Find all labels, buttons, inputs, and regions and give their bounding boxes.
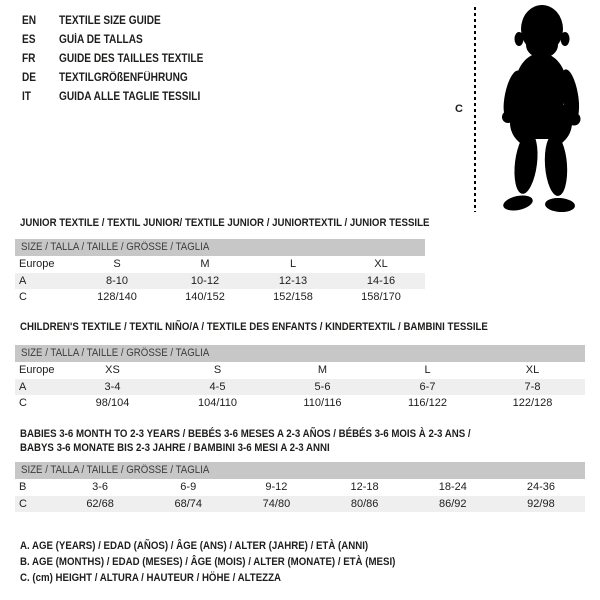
lang-row-it bbox=[22, 88, 223, 107]
row-label: B bbox=[19, 481, 27, 493]
lang-row-de bbox=[22, 69, 223, 88]
cell: 12-13 bbox=[278, 274, 308, 287]
row-label: C bbox=[19, 291, 27, 303]
table-title-line1: BABIES 3-6 MONTH TO 2-3 YEARS / BEBÉS 3-6 MESES A 2-3 AÑOS / BÉBÉS 3-6 MOIS À 2-3 ANS / bbox=[20, 428, 471, 440]
baby-silhouette-icon bbox=[487, 3, 593, 215]
table-row bbox=[15, 273, 425, 290]
table-row bbox=[15, 289, 425, 306]
guide-title: GUIDE DES TAILLES TEXTILE bbox=[59, 53, 204, 65]
footnote-b: B. AGE (MONTHS) / EDAD (MESES) / ÂGE (MOIS) / ALTER (MONATE) / ETÀ (MESI) bbox=[20, 556, 396, 568]
row-label: A bbox=[19, 380, 27, 393]
cell: 8-10 bbox=[105, 274, 129, 287]
cell: 116/122 bbox=[408, 397, 447, 409]
cell: 9-12 bbox=[265, 481, 288, 493]
cell: XL bbox=[525, 364, 540, 376]
lang-code: IT bbox=[22, 91, 32, 103]
cell: S bbox=[213, 364, 222, 376]
table-row bbox=[15, 362, 585, 379]
size-header-bar bbox=[15, 239, 425, 256]
size-table-children bbox=[15, 321, 585, 412]
row-label: C bbox=[19, 397, 27, 409]
cell: 12-18 bbox=[350, 481, 379, 493]
size-header-label: SIZE / TALLA / TAILLE / GRÖSSE / TAGLIA bbox=[21, 464, 210, 476]
cell: 158/170 bbox=[361, 291, 401, 303]
cell: 80/86 bbox=[350, 497, 379, 510]
lang-code: DE bbox=[22, 72, 37, 84]
size-header-label: SIZE / TALLA / TAILLE / GRÖSSE / TAGLIA bbox=[21, 347, 210, 359]
lang-code: EN bbox=[22, 15, 37, 27]
lang-code: FR bbox=[22, 53, 36, 65]
cell: 3-4 bbox=[104, 380, 121, 393]
cell: 4-5 bbox=[209, 380, 226, 393]
cell: 10-12 bbox=[190, 274, 220, 287]
cell: 24-36 bbox=[526, 481, 556, 493]
language-title-list bbox=[22, 12, 223, 107]
cell: 140/152 bbox=[185, 291, 225, 303]
cell: S bbox=[113, 258, 121, 270]
guide-title: GUÍA DE TALLAS bbox=[59, 34, 143, 46]
lang-row-fr bbox=[22, 50, 223, 69]
footnotes bbox=[20, 538, 447, 586]
cell: 62/68 bbox=[86, 497, 114, 510]
cell: 104/110 bbox=[198, 397, 237, 409]
cell: 86/92 bbox=[439, 497, 467, 510]
table-row bbox=[15, 395, 585, 412]
cell: 74/80 bbox=[262, 497, 291, 510]
cell: L bbox=[289, 258, 297, 270]
table-title: JUNIOR TEXTILE / TEXTIL JUNIOR/ TEXTILE JUNIOR / JUNIORTEXTIL / JUNIOR TESSILE bbox=[20, 217, 430, 229]
size-table-babies bbox=[15, 427, 585, 512]
cell: 6-7 bbox=[419, 380, 436, 393]
cell: 98/104 bbox=[95, 397, 130, 409]
table-title: CHILDREN'S TEXTILE / TEXTIL NIÑO/A / TEXTILE DES ENFANTS / KINDERTEXTIL / BAMBINI TESSILE bbox=[20, 321, 488, 333]
cell: 5-6 bbox=[314, 380, 331, 393]
cell: 128/140 bbox=[97, 291, 137, 303]
height-measure-line bbox=[474, 7, 476, 212]
cell: 122/128 bbox=[512, 397, 553, 409]
table-row bbox=[15, 496, 585, 513]
cell: 6-9 bbox=[180, 481, 197, 493]
cell: M bbox=[200, 258, 210, 270]
cell: XS bbox=[105, 364, 120, 376]
row-label: A bbox=[19, 274, 27, 287]
row-label: Europe bbox=[19, 258, 55, 270]
guide-title: TEXTILGRÖßENFÜHRUNG bbox=[59, 72, 188, 84]
cell: 7-8 bbox=[524, 380, 541, 393]
cell: 14-16 bbox=[366, 274, 396, 287]
row-label: C bbox=[19, 497, 27, 510]
table-row bbox=[15, 479, 585, 496]
footnote-a: A. AGE (YEARS) / EDAD (AÑOS) / ÂGE (ANS) / ALTER (JAHRE) / ETÀ (ANNI) bbox=[20, 540, 369, 552]
cell: 152/158 bbox=[273, 291, 313, 303]
lang-row-es bbox=[22, 31, 223, 50]
table-title-line2: BABYS 3-6 MONATE BIS 2-3 JAHRE / BAMBINI 3-6 MESI A 2-3 ANNI bbox=[20, 442, 330, 454]
table-row bbox=[15, 256, 425, 273]
cell: 110/116 bbox=[303, 397, 342, 409]
guide-title: TEXTILE SIZE GUIDE bbox=[59, 15, 161, 27]
table-row bbox=[15, 379, 585, 396]
cell: 68/74 bbox=[174, 497, 203, 510]
cell: L bbox=[424, 364, 431, 376]
size-table-junior bbox=[15, 217, 430, 306]
cell: XL bbox=[374, 258, 388, 270]
guide-title: GUIDA ALLE TAGLIE TESSILI bbox=[59, 91, 201, 103]
cell: 92/98 bbox=[527, 497, 555, 510]
size-header-label: SIZE / TALLA / TAILLE / GRÖSSE / TAGLIA bbox=[21, 241, 210, 253]
row-label: Europe bbox=[19, 364, 55, 376]
lang-row-en bbox=[22, 12, 223, 31]
size-header-bar bbox=[15, 462, 585, 479]
size-header-bar bbox=[15, 345, 585, 362]
lang-code: ES bbox=[22, 34, 36, 46]
cell: 18-24 bbox=[438, 481, 467, 493]
height-measure-label: C bbox=[455, 103, 463, 115]
cell: 3-6 bbox=[92, 481, 109, 493]
cell: M bbox=[317, 364, 328, 376]
footnote-c: C. (cm) HEIGHT / ALTURA / HAUTEUR / HÖHE / ALTEZZA bbox=[20, 572, 282, 584]
